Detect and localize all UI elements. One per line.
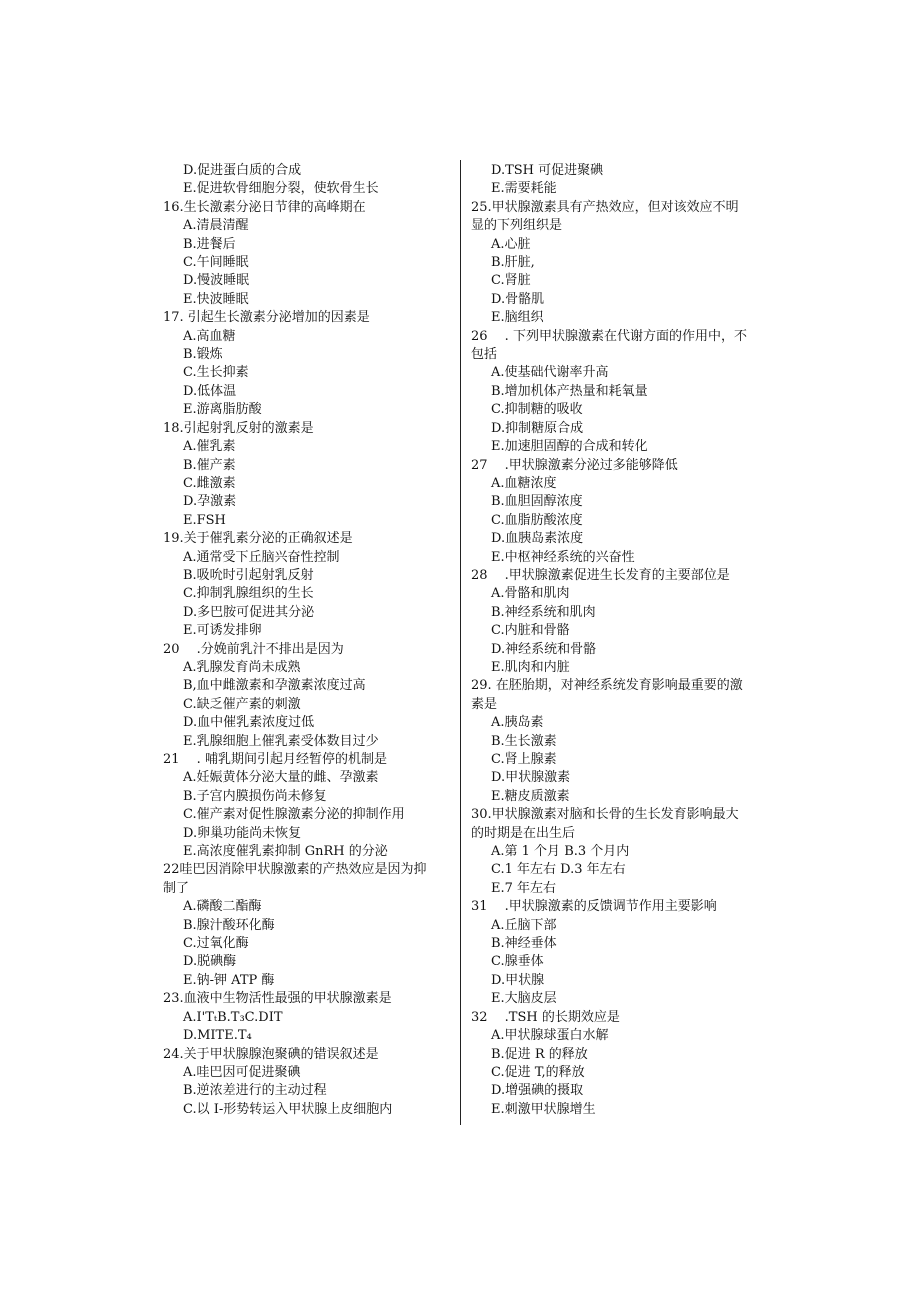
answer-option: C.抑制乳腺组织的生长 (183, 586, 314, 602)
answer-option: D.MITE.T₄ (183, 1028, 252, 1044)
answer-option: D.促进蛋白质的合成 (183, 163, 302, 178)
answer-option: A.乳腺发育尚未成熟 (183, 659, 301, 675)
answer-option: B.促进 R 的释放 (491, 1046, 588, 1062)
answer-option: E.大脑皮层 (491, 991, 557, 1007)
answer-option: C.抑制糖的吸收 (491, 402, 583, 418)
answer-option: A.第 1 个月 B.3 个月内 (491, 844, 630, 860)
answer-option: D.血胰岛素浓度 (491, 531, 584, 547)
answer-option: D.骨骼肌 (491, 291, 545, 307)
answer-option: D.甲状腺激素 (491, 770, 571, 786)
answer-option: B.肝脏, (491, 255, 535, 271)
question-text: 23.血液中生物活性最强的甲状腺激素是 (163, 991, 392, 1007)
answer-option: C.以 I-形势转运入甲状腺上皮细胞内 (183, 1101, 393, 1117)
question-text: 27 .甲状腺激素分泌过多能够降低 (471, 457, 678, 473)
answer-option: D.孕激素 (183, 494, 237, 510)
question-text: 28 .甲状腺激素促进生长发育的主要部位是 (471, 567, 730, 583)
answer-option: E.快波睡眠 (183, 291, 249, 307)
answer-option: B.腺汁酸环化酶 (183, 917, 275, 933)
answer-option: D.脱碘酶 (183, 954, 237, 970)
answer-option: C.血脂肪酸浓度 (491, 512, 583, 528)
question-text: 18.引起射乳反射的激素是 (163, 420, 314, 436)
answer-option: A.磷酸二酯酶 (183, 899, 262, 915)
question-text: 31 .甲状腺激素的反馈调节作用主要影响 (471, 899, 717, 915)
answer-option: C.缺乏催产素的刺激 (183, 696, 301, 712)
answer-option: C.内脏和骨骼 (491, 623, 570, 639)
answer-option: A.妊娠黄体分泌大量的雌、孕激素 (183, 770, 379, 786)
question-text: 26 . 下列甲状腺激素在代谢方面的作用中，不 (471, 328, 747, 344)
answer-option: B.子宫内膜损伤尚未修复 (183, 788, 327, 804)
question-text: 包括 (471, 347, 498, 363)
answer-option: E.乳腺细胞上催乳素受体数目过少 (183, 733, 379, 749)
answer-option: D.卵巢功能尚未恢复 (183, 825, 302, 841)
answer-option: D.增强碘的摄取 (491, 1083, 584, 1099)
answer-option: B.进餐后 (183, 236, 236, 252)
answer-option: E.FSH (183, 512, 226, 528)
question-text: 显的下列组织是 (471, 218, 563, 234)
answer-option: B.增加机体产热量和耗氧量 (491, 383, 648, 399)
answer-option: C.肾上腺素 (491, 752, 557, 767)
answer-option: A.清晨清醒 (183, 218, 249, 234)
question-text: 30.甲状腺激素对脑和长骨的生长发育影响最大 (471, 807, 739, 823)
answer-option: E.促进软骨细胞分裂，使软骨生长 (183, 181, 379, 197)
question-text: 17. 引起生长激素分泌增加的因素是 (163, 310, 370, 326)
answer-option: C.过氧化酶 (183, 936, 249, 952)
answer-option: E.需要耗能 (491, 181, 557, 197)
answer-option: D.抑制糖原合成 (491, 420, 584, 436)
answer-option: A.I'TₜB.T₃C.DIT (183, 1009, 283, 1025)
answer-option: A.心脏 (491, 236, 531, 252)
column-divider (460, 160, 461, 1125)
answer-option: B.神经垂体 (491, 936, 557, 952)
answer-option: E.可诱发排卵 (183, 623, 262, 639)
answer-option: C.雌激素 (183, 475, 236, 491)
question-text: 22哇巴因消除甲状腺激素的产热效应是因为抑 (163, 862, 427, 878)
question-text: 24.关于甲状腺腺泡聚碘的错误叙述是 (163, 1046, 379, 1062)
answer-option: D.神经系统和骨骼 (491, 641, 597, 657)
answer-option: C.午间睡眠 (183, 255, 249, 271)
question-text: 29. 在胚胎期，对神经系统发育影响最重要的激 (471, 678, 743, 694)
answer-option: E.游离脂肪酸 (183, 402, 262, 418)
answer-option: A.使基础代谢率升高 (491, 365, 609, 381)
answer-option: E.高浓度催乳素抑制 GnRH 的分泌 (183, 844, 388, 860)
question-text: 素是 (471, 696, 498, 712)
answer-option: A.血糖浓度 (491, 475, 557, 491)
answer-option: D.多巴胺可促进其分泌 (183, 604, 315, 620)
answer-option: A.哇巴因可促进聚碘 (183, 1064, 301, 1080)
left-column (163, 162, 453, 1119)
answer-option: B.催产素 (183, 457, 236, 473)
answer-option: B.血胆固醇浓度 (491, 494, 583, 510)
question-text: 16.生长激素分泌日节律的高峰期在 (163, 199, 366, 215)
answer-option: E.中枢神经系统的兴奋性 (491, 549, 635, 565)
answer-option: A.丘脑下部 (491, 917, 557, 933)
question-text: 的时期是在出生后 (471, 825, 576, 841)
answer-option: E.7 年左右 (491, 880, 557, 896)
answer-option: B.锻炼 (183, 347, 223, 363)
answer-option: E.加速胆固醇的合成和转化 (491, 439, 648, 455)
question-text: 19.关于催乳素分泌的正确叙述是 (163, 531, 353, 547)
answer-option: A.甲状腺球蛋白水解 (491, 1028, 609, 1044)
question-text: 制了 (163, 880, 190, 896)
answer-option: C.腺垂体 (491, 954, 544, 970)
question-text: 20 .分娩前乳汁不排出是因为 (163, 641, 344, 657)
answer-option: D.甲状腺 (491, 972, 545, 988)
answer-option: C.1 年左右 D.3 年左右 (491, 862, 626, 878)
question-text: 21 . 哺乳期间引起月经暂停的机制是 (163, 752, 387, 767)
answer-option: B.神经系统和肌肉 (491, 604, 596, 620)
answer-option: D.低体温 (183, 383, 237, 399)
answer-option: A.催乳素 (183, 439, 236, 455)
answer-option: D.TSH 可促进聚碘 (491, 163, 604, 178)
answer-option: B.逆浓差进行的主动过程 (183, 1083, 327, 1099)
answer-option: C.促进 T,的释放 (491, 1064, 585, 1080)
answer-option: E.脑组织 (491, 310, 544, 326)
answer-option: C.催产素对促性腺激素分泌的抑制作用 (183, 807, 405, 823)
answer-option: A.胰岛素 (491, 715, 544, 731)
answer-option: A.通常受下丘脑兴奋性控制 (183, 549, 340, 565)
answer-option: A.骨骼和肌肉 (491, 586, 570, 602)
answer-option: B,血中雌激素和孕激素浓度过高 (183, 678, 366, 694)
answer-option: E.肌肉和内脏 (491, 659, 570, 675)
answer-option: B.吸吮时引起射乳反射 (183, 567, 314, 583)
answer-option: A.高血糖 (183, 328, 236, 344)
answer-option: C.生长抑素 (183, 365, 249, 381)
answer-option: B.生长激素 (491, 733, 557, 749)
right-column (471, 162, 763, 1119)
question-text: 32 .TSH 的长期效应是 (471, 1009, 620, 1025)
answer-option: D.血中催乳素浓度过低 (183, 715, 315, 731)
question-text: 25.甲状腺激素具有产热效应，但对该效应不明 (471, 199, 739, 215)
answer-option: D.慢波睡眠 (183, 273, 250, 289)
answer-option: E.钠-钾 ATP 酶 (183, 972, 275, 988)
answer-option: E.糖皮质激素 (491, 788, 570, 804)
answer-option: C.肾脏 (491, 273, 531, 289)
answer-option: E.刺激甲状腺增生 (491, 1101, 596, 1117)
